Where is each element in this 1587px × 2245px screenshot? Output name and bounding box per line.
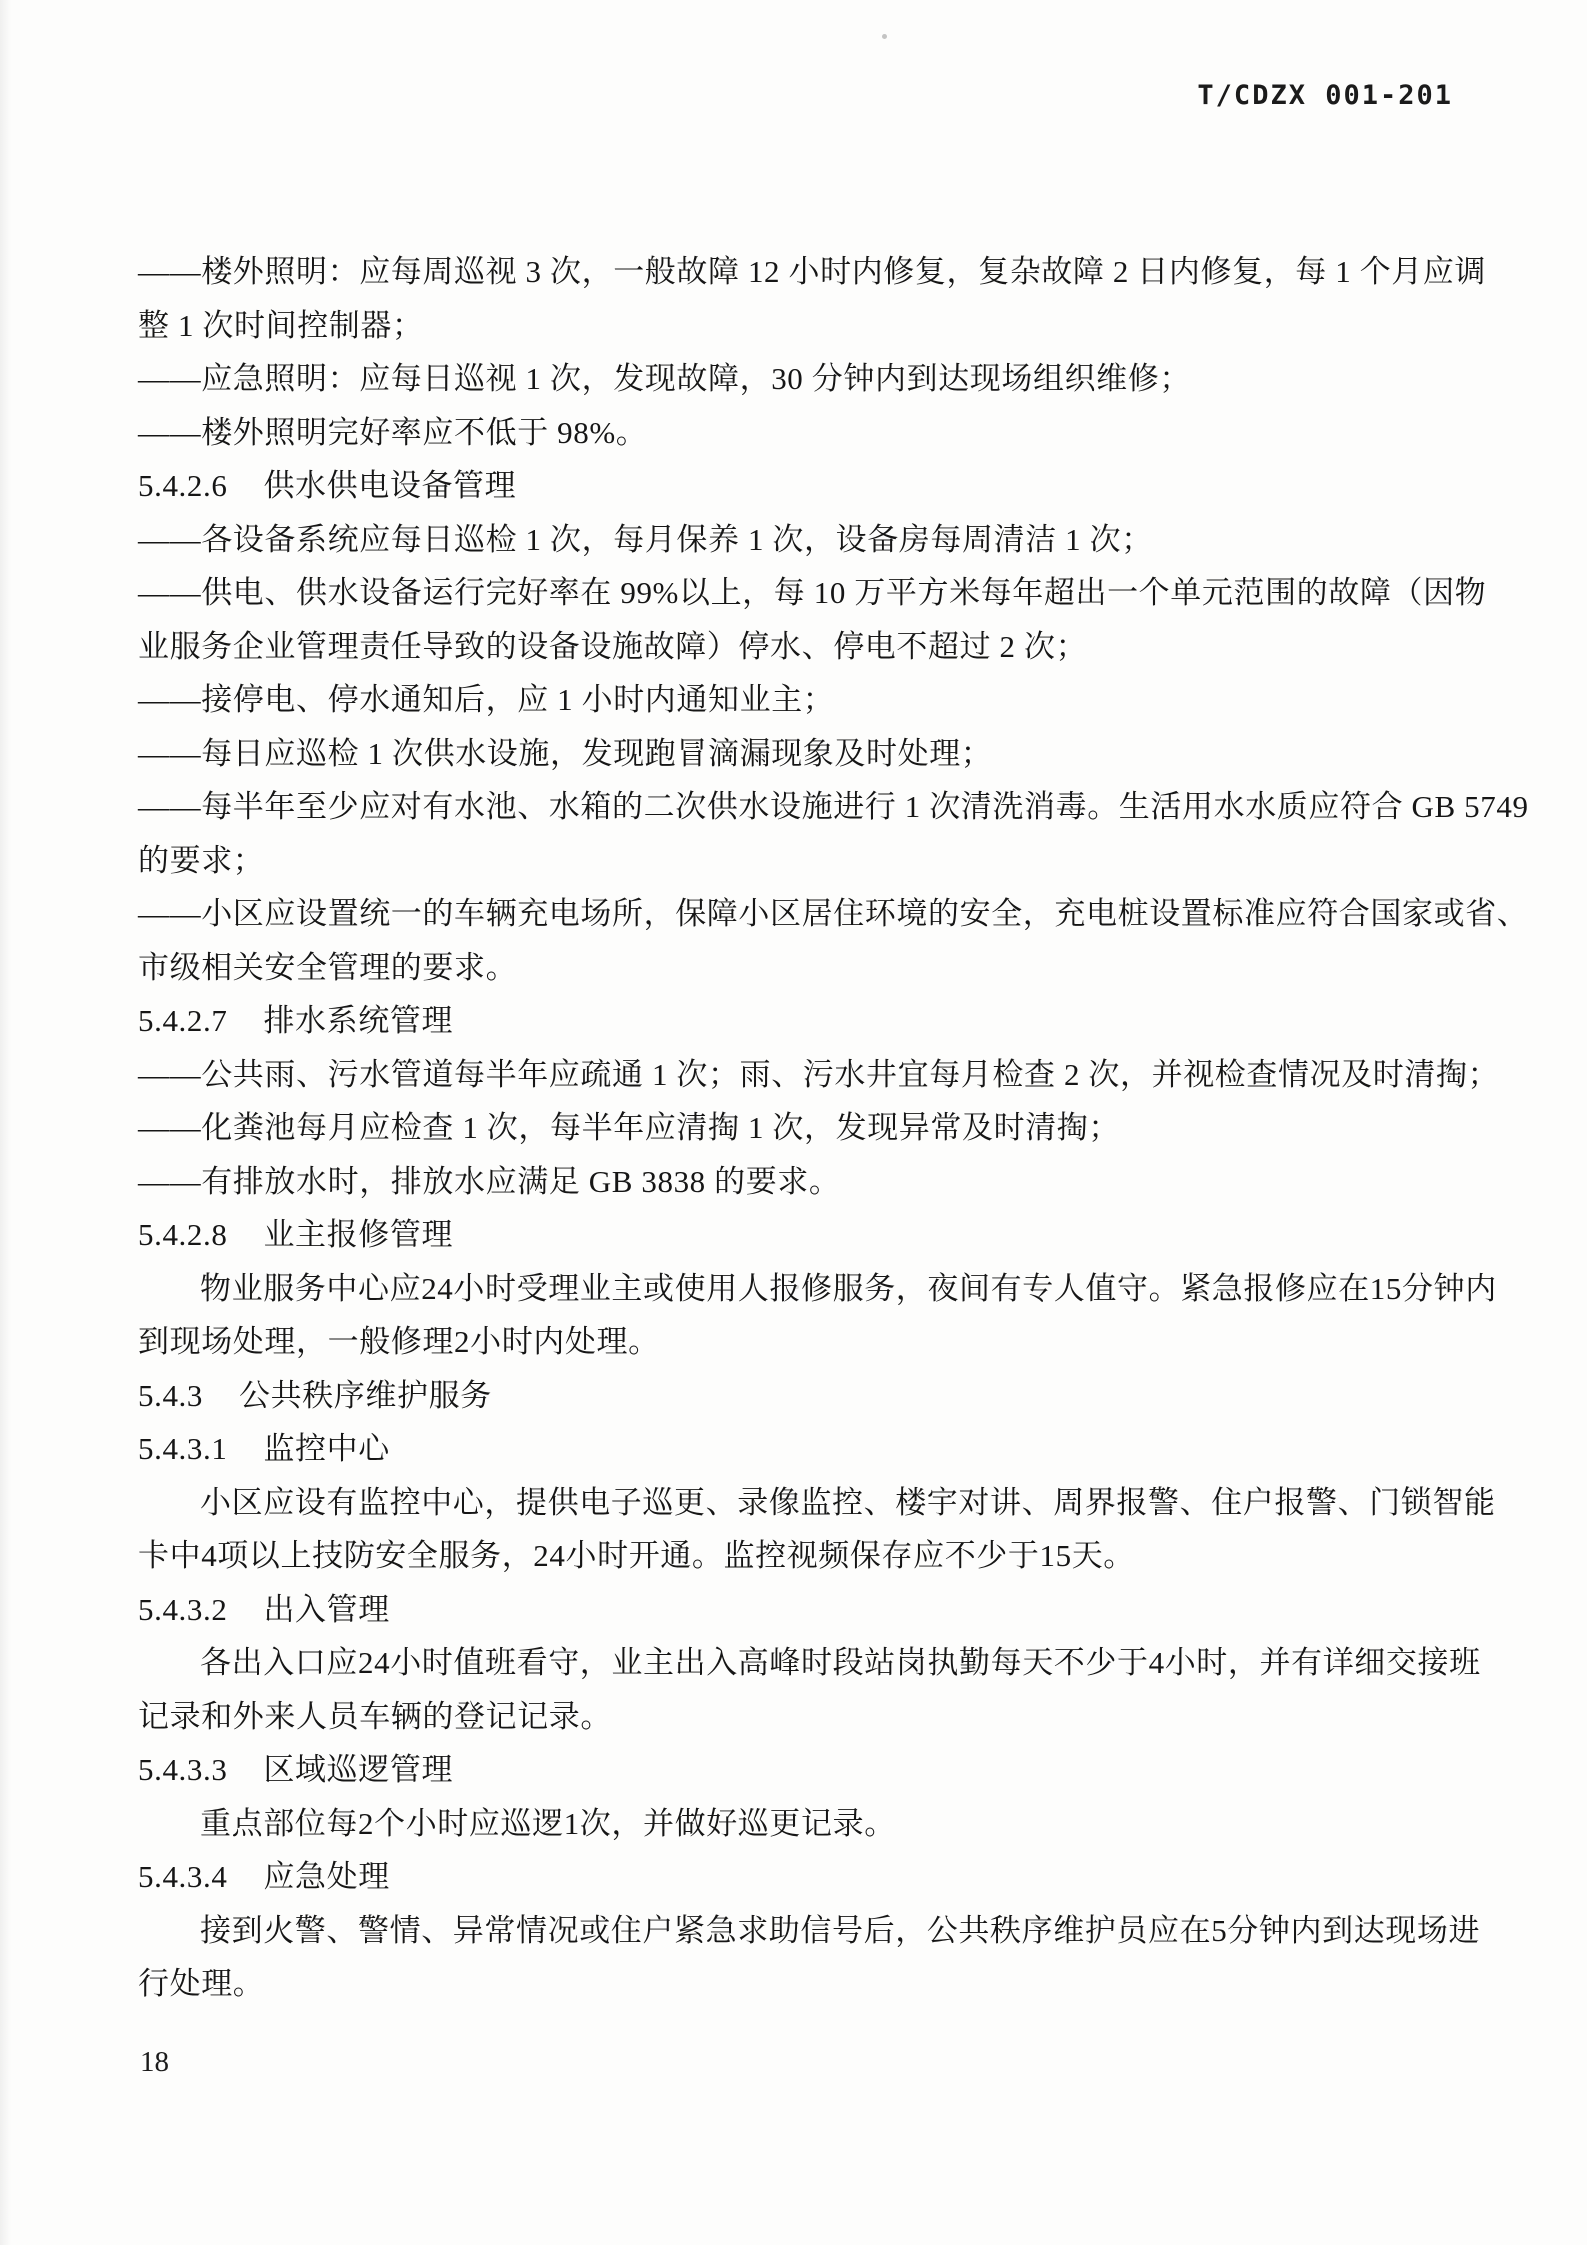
section-title: 区域巡逻管理 [263, 1752, 454, 1787]
section-title: 公共秩序维护服务 [239, 1377, 492, 1413]
text-line: 卡中4项以上技防安全服务，24小时开通。监控视频保存应不少于15天。 [138, 1538, 1135, 1573]
text-line: ——楼外照明：应每周巡视 3 次，一般故障 12 小时内修复，复杂故障 2 日内修复，每 1 个月应调 [138, 254, 1487, 289]
scan-artifact-speck [882, 34, 887, 39]
text-line: ——供电、供水设备运行完好率在 99%以上，每 10 万平方米每年超出一个单元范围的故障（因物 [138, 575, 1487, 610]
section-heading [138, 994, 1460, 1048]
text-line: 接到火警、警情、异常情况或住户紧急求助信号后，公共秩序维护员应在5分钟内到达现场进 [200, 1912, 1481, 1948]
text-line: 记录和外来人员车辆的登记记录。 [138, 1698, 612, 1734]
text-line: ——小区应设置统一的车辆充电场所，保障小区居住环境的安全，充电桩设置标准应符合国家或省、 [138, 896, 1529, 931]
text-line: 业服务企业管理责任导致的设备设施故障）停水、停电不超过 2 次； [138, 628, 1088, 664]
section-title: 排水系统管理 [263, 1003, 454, 1038]
text-line: ——每半年至少应对有水池、水箱的二次供水设施进行 1 次清洗消毒。生活用水水质应符合 GB 5749 [138, 789, 1529, 824]
section-number: 5.4.3.3 [138, 1752, 228, 1787]
section-title: 业主报修管理 [263, 1217, 454, 1252]
scan-artifact-edge [0, 0, 16, 2245]
text-line: 市级相关安全管理的要求。 [138, 949, 518, 985]
text-line: 整 1 次时间控制器； [138, 307, 424, 343]
section-heading [138, 1422, 1460, 1476]
section-title: 应急处理 [263, 1859, 390, 1894]
section-number: 5.4.2.6 [138, 468, 228, 503]
section-heading [138, 1583, 1460, 1637]
section-title: 监控中心 [263, 1431, 390, 1466]
text-line: 重点部位每2个小时应巡逻1次，并做好巡更记录。 [200, 1805, 896, 1841]
text-line: ——接停电、停水通知后，应 1 小时内通知业主； [138, 682, 835, 717]
text-line: ——应急照明：应每日巡视 1 次，发现故障，30 分钟内到达现场组织维修； [138, 361, 1191, 396]
document-code: T/CDZX 001-201 [1197, 80, 1453, 111]
text-line: ——楼外照明完好率应不低于 98%。 [138, 414, 648, 450]
text-line: ——公共雨、污水管道每半年应疏通 1 次；雨、污水井宜每月检查 2 次，并视检查情况及时清掏； [138, 1056, 1500, 1092]
section-heading [138, 459, 1460, 513]
section-number: 5.4.2.7 [138, 1003, 228, 1038]
section-heading [138, 1208, 1460, 1262]
text-line: ——每日应巡检 1 次供水设施，发现跑冒滴漏现象及时处理； [138, 735, 993, 771]
text-line: 物业服务中心应24小时受理业主或使用人报修服务，夜间有专人值守。紧急报修应在15分钟内 [200, 1270, 1497, 1306]
section-number: 5.4.3.2 [138, 1591, 228, 1627]
text-line: ——有排放水时，排放水应满足 GB 3838 的要求。 [138, 1163, 841, 1199]
section-heading [138, 1743, 1460, 1797]
section-number: 5.4.3 [138, 1377, 203, 1413]
section-number: 5.4.2.8 [138, 1217, 228, 1252]
text-line: 的要求； [138, 842, 265, 878]
section-number: 5.4.3.4 [138, 1859, 228, 1894]
text-line: 各出入口应24小时值班看守，业主出入高峰时段站岗执勤每天不少于4小时，并有详细交接班 [200, 1645, 1481, 1680]
section-title: 供水供电设备管理 [263, 468, 517, 503]
section-heading [138, 1369, 1460, 1423]
section-heading [138, 1850, 1460, 1904]
text-line: ——化粪池每月应检查 1 次，每半年应清掏 1 次，发现异常及时清掏； [138, 1110, 1120, 1145]
section-title: 出入管理 [263, 1591, 390, 1627]
text-line: ——各设备系统应每日巡检 1 次，每月保养 1 次，设备房每周清洁 1 次； [138, 521, 1153, 557]
section-number: 5.4.3.1 [138, 1431, 228, 1466]
text-line: 小区应设有监控中心，提供电子巡更、录像监控、楼宇对讲、周界报警、住户报警、门锁智能 [200, 1484, 1496, 1520]
text-line: 到现场处理，一般修理2小时内处理。 [138, 1324, 660, 1359]
page-number: 18 [140, 2046, 169, 2078]
document-body [138, 245, 1529, 2011]
text-line: 行处理。 [138, 1966, 265, 2001]
